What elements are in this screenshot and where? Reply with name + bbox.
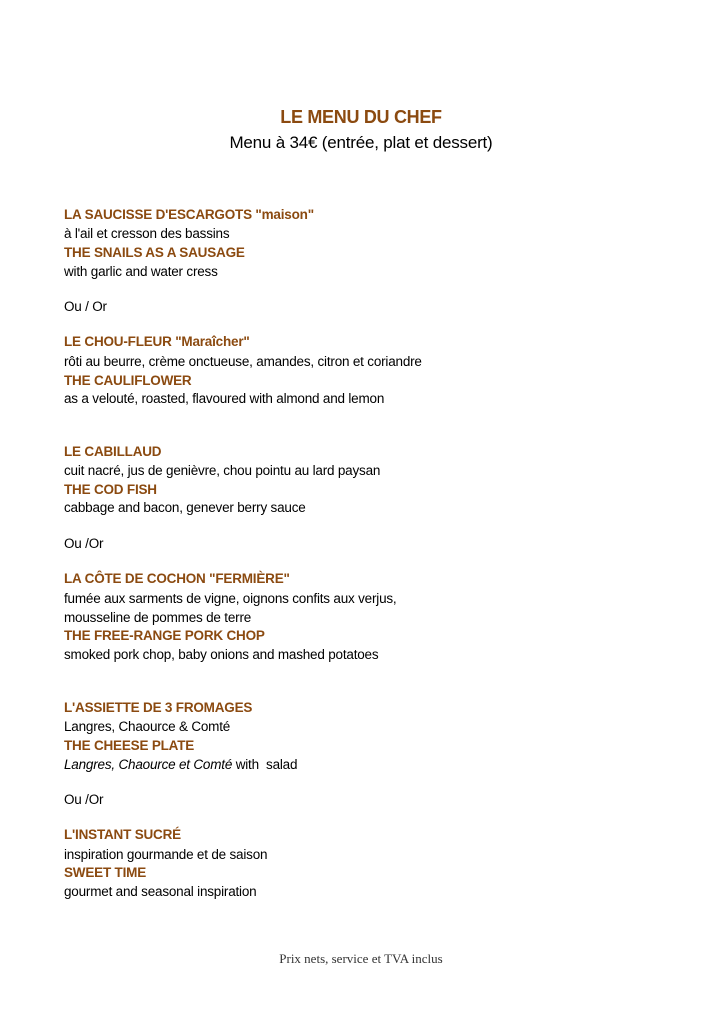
pork-name-fr: LA CÔTE DE COCHON "FERMIÈRE" [64, 571, 290, 586]
pork-desc-fr-line2: mousseline de pommes de terre [64, 610, 252, 625]
sweet-desc-en: gourmet and seasonal inspiration [64, 884, 257, 899]
cheese-desc-en-italic: Langres, Chaource et Comté [64, 757, 233, 772]
price-note-footer: Prix nets, service et TVA inclus [279, 951, 443, 966]
cheese-desc-fr: Langres, Chaource & Comté [64, 719, 231, 734]
pork-name-en: THE FREE-RANGE PORK CHOP [64, 628, 265, 643]
main-separator: Ou /Or [64, 536, 104, 551]
pork-desc-en: smoked pork chop, baby onions and mashed potatoes [64, 647, 379, 662]
cauliflower-name-en: THE CAULIFLOWER [64, 373, 192, 388]
cod-desc-en: cabbage and bacon, genever berry sauce [64, 500, 306, 515]
dessert-separator: Ou /Or [64, 792, 104, 807]
cauliflower-name-fr: LE CHOU-FLEUR "Maraîcher" [64, 334, 250, 349]
cheese-desc-en-rest: with salad [232, 757, 298, 772]
cauliflower-desc-en: as a velouté, roasted, flavoured with almond and lemon [64, 391, 385, 406]
cod-name-en: THE COD FISH [64, 482, 157, 497]
cauliflower-desc-fr: rôti au beurre, crème onctueuse, amandes, citron et coriandre [64, 354, 422, 369]
sweet-desc-fr: inspiration gourmande et de saison [64, 847, 268, 862]
starter-separator: Ou / Or [64, 299, 107, 314]
snails-name-en: THE SNAILS AS A SAUSAGE [64, 245, 245, 260]
snails-desc-fr: à l'ail et cresson des bassins [64, 226, 230, 241]
cod-name-fr: LE CABILLAUD [64, 444, 162, 459]
menu-title: LE MENU DU CHEF [280, 107, 442, 127]
cod-desc-fr: cuit nacré, jus de genièvre, chou pointu au lard paysan [64, 463, 381, 478]
menu-subtitle: Menu à 34€ (entrée, plat et dessert) [229, 133, 493, 152]
cheese-name-fr: L'ASSIETTE DE 3 FROMAGES [64, 700, 253, 715]
sweet-name-fr: L'INSTANT SUCRÉ [64, 827, 181, 842]
cheese-desc-en [64, 757, 297, 772]
snails-desc-en: with garlic and water cress [64, 264, 218, 279]
sweet-name-en: SWEET TIME [64, 865, 146, 880]
cheese-name-en: THE CHEESE PLATE [64, 738, 195, 753]
pork-desc-fr-line1: fumée aux sarments de vigne, oignons confits aux verjus, [64, 591, 397, 606]
snails-name-fr: LA SAUCISSE D'ESCARGOTS "maison" [64, 207, 314, 222]
